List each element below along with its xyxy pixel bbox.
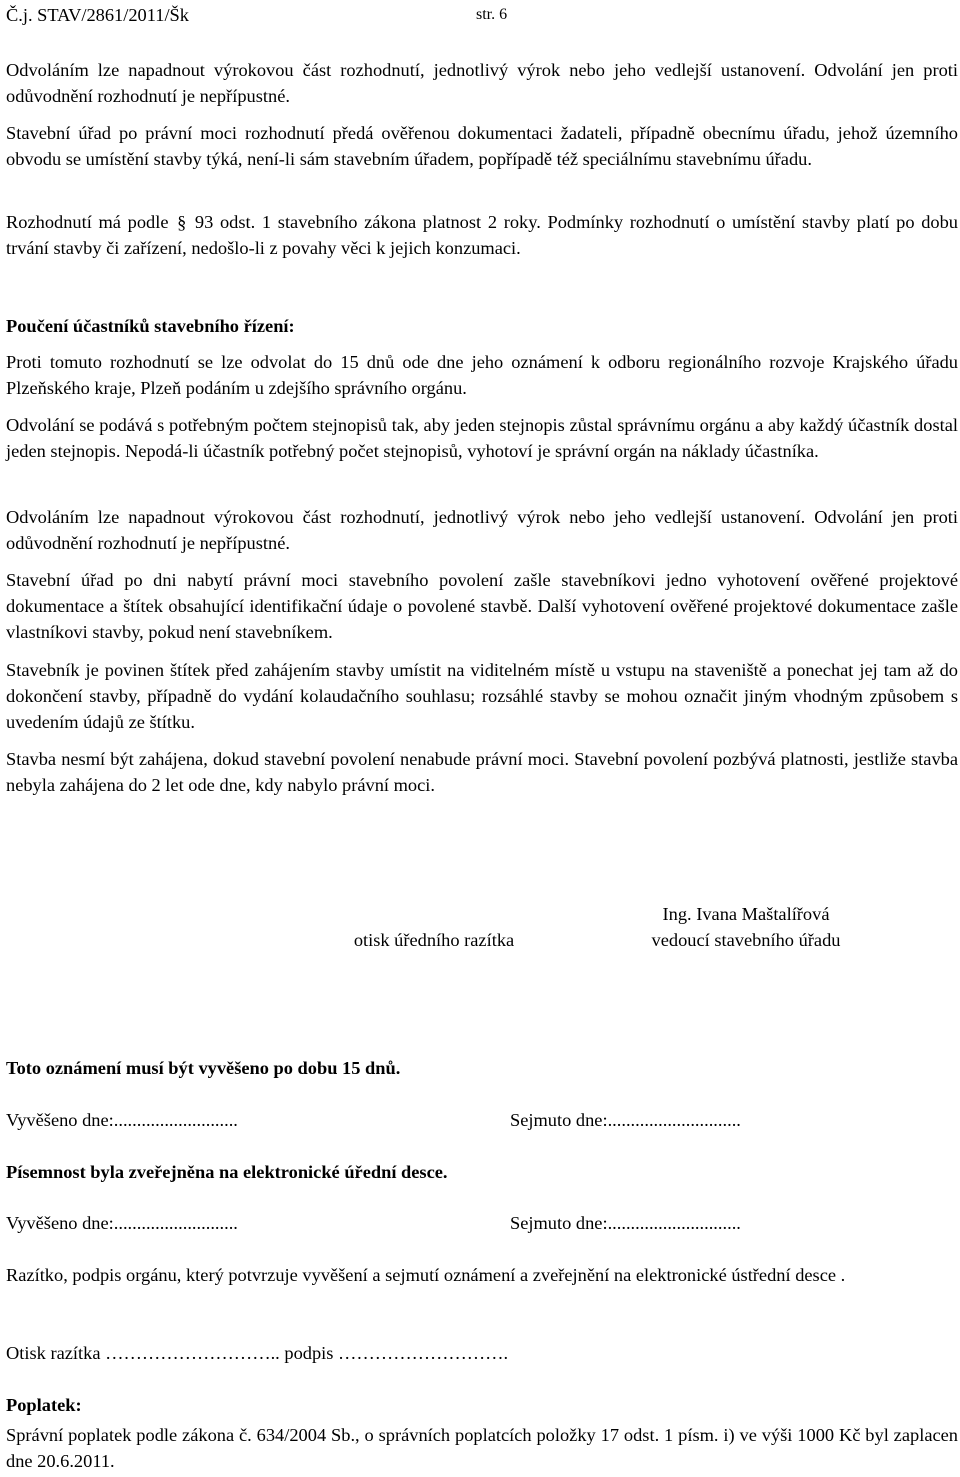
paragraph-validity (6, 209, 958, 261)
paragraph-text: Správní poplatek podle zákona č. 634/2004 Sb., o správních poplatcích položky 17 odst. 1 písm. i) ve výši 1000 Kč byl zaplacen dne 20.6.2011. (6, 1425, 958, 1471)
paragraph-text: Stavebník je povinen štítek před zahájením stavby umístit na viditelném místě u vstupu na staveniště a ponechat jej tam až do dokončení stavby, případně do vydání kolaudačního souhlasu; rozsáhlé stavby se mohou označit jiným vhodným způsobem s uvedením údajů ze štítku. (6, 660, 958, 732)
reference-number: Č.j. STAV/2861/2011/Šk (6, 5, 189, 25)
stamp-placeholder: otisk úředního razítka (353, 930, 515, 950)
instructions-heading: Poučení účastníků stavebního řízení: (6, 316, 295, 336)
paragraph-text: Odvoláním lze napadnout výrokovou část rozhodnutí, jednotlivý výrok nebo jeho vedlejší ustanovení. Odvolání jen proti odůvodnění rozhodnutí je nepřípustné. (6, 60, 958, 106)
instruction-documentation (6, 567, 958, 645)
paragraph-documentation (6, 120, 958, 172)
fee-paragraph (6, 1422, 958, 1474)
signatory-role: vedoucí stavebního úřadu (651, 930, 841, 950)
posting-row (6, 1107, 958, 1133)
instruction-appeal-scope (6, 504, 958, 556)
posted-date-field: Vyvěšeno dne:........................... (6, 1213, 238, 1233)
instruction-label (6, 657, 958, 735)
paragraph-text: Odvolání se podává s potřebným počtem stejnopisů tak, aby jeden stejnopis zůstal správnímu orgánu a aby každý účastník dostal jeden stejnopis. Nepodá-li účastník potřebný počet stejnopisů, vyhotoví je správní orgán na náklady účastníka. (6, 415, 958, 461)
paragraph-text: Stavební úřad po právní moci rozhodnutí předá ověřenou dokumentaci žadateli, případně obecnímu úřadu, jehož územního obvodu se umístění stavby týká, není-li sám stavebním úřadem, popřípadě též speciálnímu stavebnímu úřadu. (6, 123, 958, 169)
paragraph-appeal-scope (6, 57, 958, 109)
paragraph-text: Odvoláním lze napadnout výrokovou část rozhodnutí, jednotlivý výrok nebo jeho vedlejší ustanovení. Odvolání jen proti odůvodnění rozhodnutí je nepřípustné. (6, 507, 958, 553)
removed-date-field: Sejmuto dne:............................. (510, 1213, 741, 1233)
removed-date-field: Sejmuto dne:............................. (510, 1110, 741, 1130)
electronic-board-heading: Písemnost byla zveřejněna na elektronické úřední desce. (6, 1162, 448, 1182)
posting-heading: Toto oznámení musí být vyvěšeno po dobu 15 dnů. (6, 1058, 401, 1078)
page-number: str. 6 (476, 6, 508, 23)
validity-text-start: Rozhodnutí má podle (6, 212, 169, 232)
instruction-appeal-deadline (6, 349, 958, 401)
paragraph-text: Proti tomuto rozhodnutí se lze odvolat do 15 dnů ode dne jeho oznámení k odboru regionálního rozvoje Krajského úřadu Plzeňského kraje, Plzeň podáním u zdejšího správního orgánu. (6, 352, 958, 398)
instruction-copies (6, 412, 958, 464)
electronic-posting-row (6, 1210, 958, 1236)
validity-text-end: 93 odst. 1 stavebního zákona platnost 2 roky. Podmínky rozhodnutí o umístění stavby platí po dobu trvání stavby či zařízení, nedošlo-li z povahy věci k jejich konzumaci. (6, 212, 958, 258)
paragraph-text: Stavební úřad po dni nabytí právní moci stavebního povolení zašle stavebníkovi jedno vyhotovení ověřené projektové dokumentace a štítek obsahující identifikační údaje o povolené stavbě. Další vyhotovení ověřené projektové dokumentace zašle vlastníkovi stavby, pokud není stavebníkem. (6, 570, 958, 642)
stamp-signature-line (6, 1340, 958, 1366)
paragraph-text: Stavba nesmí být zahájena, dokud stavební povolení nenabude právní moci. Stavební povolení pozbývá platnosti, jestliže stavba nebyla zahájena do 2 let ode dne, kdy nabylo právní moci. (6, 749, 958, 795)
signatory-name: Ing. Ivana Maštalířová (662, 904, 830, 924)
instruction-start (6, 746, 958, 798)
stamp-line-text: Otisk razítka ……………………….. podpis ………………………. (6, 1343, 509, 1363)
posted-date-field: Vyvěšeno dne:........................... (6, 1110, 238, 1130)
paragraph-text: Razítko, podpis orgánu, který potvrzuje vyvěšení a sejmutí oznámení a zveřejnění na elektronické ústřední desce . (6, 1265, 846, 1285)
fee-heading: Poplatek: (6, 1395, 82, 1415)
section-sign: § (177, 212, 187, 232)
stamp-note (6, 1262, 958, 1288)
